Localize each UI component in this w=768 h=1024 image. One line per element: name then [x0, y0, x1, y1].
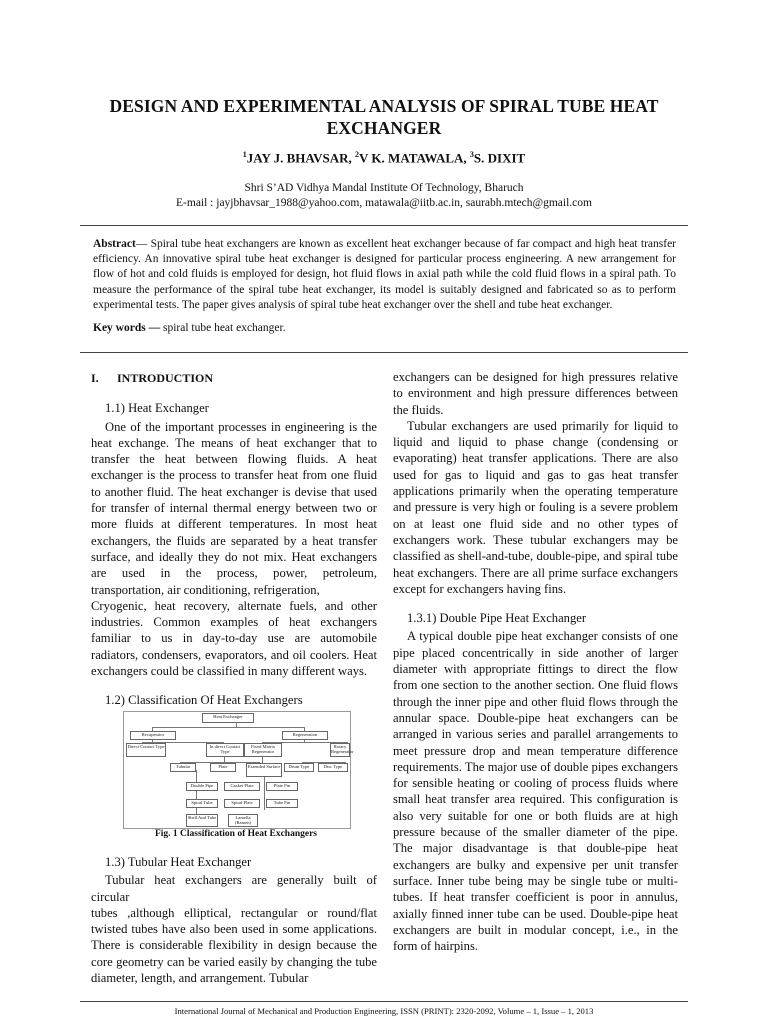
affiliation-block [80, 181, 688, 211]
fig-node-extended: Extended Surface [246, 763, 282, 777]
fig-node-lamella: Lamella (Ramen) [228, 814, 258, 827]
journal-footer: International Journal of Mechanical and Production Engineering, ISSN (PRINT): 2320-2092, Volume – 1, Issue – 1, 2013 [174, 1006, 594, 1016]
paragraph-r3: A typical double pipe heat exchanger consists of one pipe placed concentrically in side another of larger diameter with appropriate fittings to direct the flow from one section to the another section. One fluid flows through the inner pipe and other fluid flows through the annular space. Double-pipe heat exchangers can be arranged in various series and parallel arrangements to meet pressure drop and mean temperature difference requirements. The major use of double pipes exchangers for sensible heating or cooling of process fluids where small heat transfer area required. This configuration is also very suitable for one or both fluids are at high pressure because of the smaller diameter of the pipe. The major disadvantage is that double-pipe heat exchangers are bulky and expensive per unit transfer surface. Inner tube being may be single tube or multi-tubes. If heat transfer coefficient is poor in annulus, axially finned inner tube can be used. Double-pipe heat exchangers are built in modular concept, i.e., in the form of hairpins. [393, 629, 678, 954]
abstract-dash: — [135, 238, 151, 250]
subheading-tubular: 1.3) Tubular Heat Exchanger [105, 855, 252, 869]
author-1: JAY J. BHAVSAR, [246, 150, 356, 166]
top-rule [80, 225, 688, 226]
footer-rule [80, 1001, 688, 1002]
fig-node-plate-fin: Plate Fin [266, 782, 298, 791]
fig-node-plate: Plate [210, 763, 236, 772]
affiliation: Shri S’AD Vidhya Mandal Institute Of Technology, Bharuch [244, 182, 524, 194]
fig-node-direct: Direct Contact Type [126, 743, 166, 757]
keywords-label: Key words — [93, 322, 163, 334]
abstract-rule [80, 352, 688, 353]
fig-node-gasket-plate: Gasket Plate [224, 782, 260, 791]
author-list [80, 150, 688, 166]
left-column-lower [91, 854, 377, 986]
keywords [93, 322, 676, 334]
abstract-label: Abstract [93, 238, 136, 250]
author2-sup: 2 [355, 150, 360, 159]
fig-node-tube-fin: Tube Fin [266, 799, 298, 808]
section-number: I. [91, 371, 99, 385]
title-line-1: DESIGN AND EXPERIMENTAL ANALYSIS OF SPIRAL TUBE HEAT [109, 96, 659, 116]
fig-node-rotary: Rotary Regenerator [330, 743, 350, 757]
author-3: S. DIXIT [473, 150, 526, 166]
paragraph-r1: exchangers can be designed for high pressures relative to environment and high pressure differences between the fluids. [393, 370, 678, 417]
fig-node-double-pipe: Double Pipe [186, 782, 218, 791]
email-line: E-mail : jayjbhavsar_1988@yahoo.com, matawala@iitb.ac.in, saurabh.mtech@gmail.com [176, 197, 592, 209]
fig-node-spiral-tube: Spiral Tube [186, 799, 218, 808]
paper-title [80, 95, 688, 139]
left-column [91, 370, 377, 711]
subheading-heat-exchanger: 1.1) Heat Exchanger [105, 401, 209, 416]
subheading-double-pipe: 1.3.1) Double Pipe Heat Exchanger [407, 611, 587, 626]
fig-connector [262, 756, 263, 763]
abstract [93, 237, 676, 313]
right-column [393, 369, 678, 954]
subheading-classification: 1.2) Classification Of Heat Exchangers [105, 693, 303, 708]
fig-node-drum: Drum Type [284, 763, 314, 772]
classification-figure [123, 711, 354, 829]
author-2: V K. MATAWALA, [359, 150, 470, 166]
fig-node-recuperator: Recuperator [130, 731, 176, 740]
fig-node-tubular: Tubular [170, 763, 196, 772]
paragraph-1a: One of the important processes in engineering is the heat exchange. The means of heat exchanger that to transfer the heat between flowing fluids. A heat exchanger is the process to transfer heat from one fluid to another fluid. The heat exchanger is devise that used for transfer of internal thermal energy between two or more fluids at different temperatures. In most heat exchangers, the fluids are separated by a heat transfer surface, and ideally they do not mix. Heat exchangers are used in the process, power, petroleum, transportation, air conditioning, refrigeration, [91, 419, 377, 597]
figure-caption: Fig. 1 Classification of Heat Exchangers [154, 829, 317, 839]
title-line-2: EXCHANGER [326, 118, 442, 138]
paragraph-1b: Cryogenic, heat recovery, alternate fuels, and other industries. Common examples of heat exchangers familiar to us in day-to-day use are automobile radiators, condensers, evaporators, and oil coolers. Heat exchangers could be classified in many different ways. [91, 598, 377, 679]
paragraph-3a: Tubular heat exchangers are generally built of circular [91, 873, 377, 904]
author3-sup: 3 [469, 150, 474, 159]
section-title: INTRODUCTION [117, 371, 214, 385]
abstract-text: Spiral tube heat exchangers are known as excellent heat exchanger because of far compact and high heat transfer efficiency. An innovative spiral tube heat exchanger is designed for particular process engineering. A new arrangement for flow of hot and cold fluids is employed for design, hot fluid flows in axial path while the cold fluid flows in a spiral path. To measure the performance of the spiral tube heat exchanger, its model is suitably designed and fabricated so as to perform experimental tests. The paper gives analysis of spiral tube heat exchanger over the shell and tube heat exchanger. [93, 238, 676, 311]
fig-connector [152, 727, 304, 728]
fig-node-spiral-plate: Spiral Plate [224, 799, 260, 808]
fig-node-fixed-matrix: Fixed Matrix Regenerator [244, 743, 282, 757]
section-heading [91, 370, 377, 386]
author1-sup: 1 [242, 150, 247, 159]
fig-node-root: Heat Exchanger [202, 713, 254, 723]
paragraph-3b: tubes ,although elliptical, rectangular or round/flat twisted tubes have also been used in some applications. There is considerable flexibility in design because the core geometry can be varied easily by changing the tube diameter, length, and arrangement. Tubular [91, 905, 377, 986]
fig-node-regeneration: Regeneration [282, 731, 328, 740]
paragraph-r2: Tubular exchangers are used primarily for liquid to liquid and liquid to phase change (condensing or evaporating) heat transfer applications. There are also used for gas to liquid and gas to gas heat transfer applications primarily when the operating temperature and pressure is very high or fouling is a severe problem on at least one fluid side and no other types of exchangers work. These tubular exchangers may be classified as shell-and-tube, double-pipe, and spiral tube heat exchangers. There are all prime surface exchangers except for exchangers having fins. [393, 418, 678, 596]
fig-node-disc: Disc Type [318, 763, 348, 772]
keywords-text: spiral tube heat exchanger. [162, 322, 286, 334]
fig-node-indirect: In direct Contact Type [206, 743, 244, 757]
fig-node-shell-tube: Shell And Tube [186, 814, 218, 827]
